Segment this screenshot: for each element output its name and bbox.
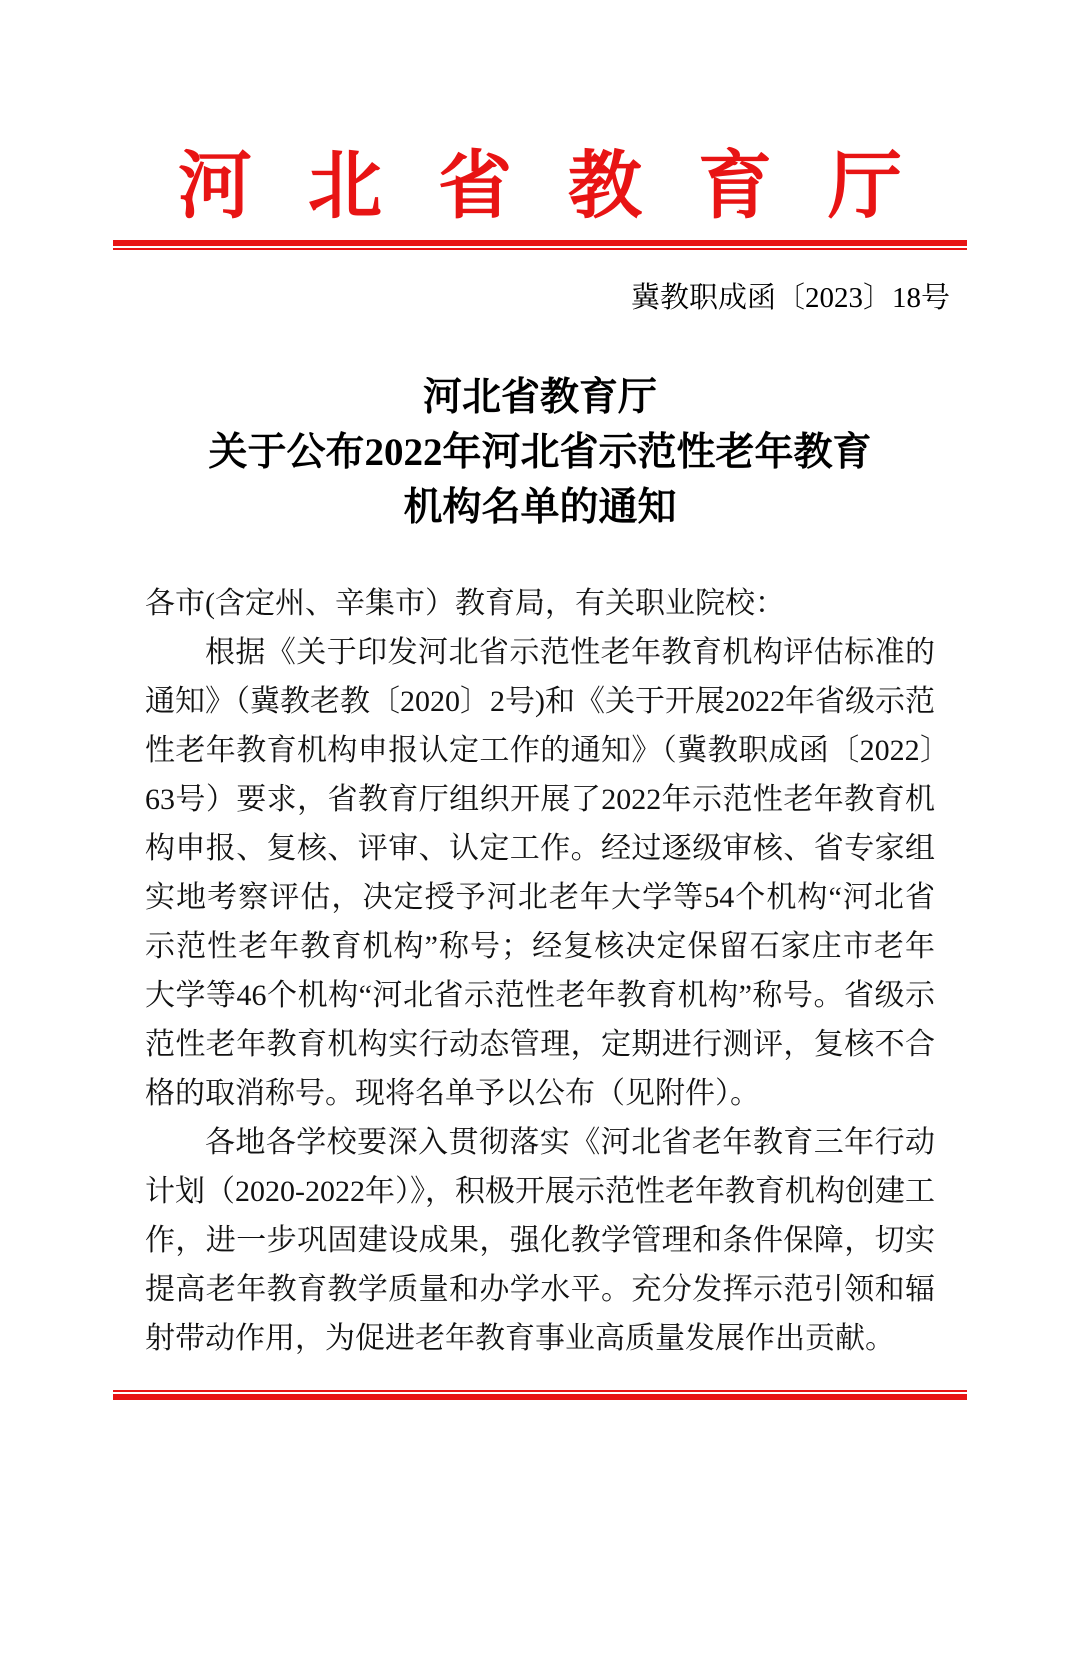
divider-thin-line: [113, 248, 967, 250]
divider-thick-line: [113, 240, 967, 246]
notice-body: [145, 579, 935, 1363]
divider-thick-line: [113, 1394, 967, 1400]
issuing-agency-letterhead: 河北省教育厅: [178, 146, 958, 228]
footer-divider: [113, 1390, 967, 1400]
body-paragraph-1: 根据《关于印发河北省示范性老年教育机构评估标准的通知》（冀教老教〔2020〕2号)和《关于开展2022年省级示范性老年教育机构申报认定工作的通知》（冀教职成函〔2022〕63号）要求，省教育厅组织开展了2022年示范性老年教育机构申报、复核、评审、认定工作。经过逐级审核、省专家组实地考察评估，决定授予河北老年大学等54个机构“河北省示范性老年教育机构”称号；经复核决定保留石家庄市老年大学等46个机构“河北省示范性老年教育机构”称号。省级示范性老年教育机构实行动态管理，定期进行测评，复核不合格的取消称号。现将名单予以公布（见附件）。: [145, 636, 935, 1110]
notice-title: [0, 370, 1080, 535]
notice-title-line-1: 河北省教育厅: [422, 376, 657, 419]
document-page: [0, 146, 1080, 1677]
body-paragraph-2: 各地各学校要深入贯彻落实《河北省老年教育三年行动计划（2020-2022年）》，积极开展示范性老年教育机构创建工作，进一步巩固建设成果，强化教学管理和条件保障，切实提高老年教育教学质量和办学水平。充分发挥示范引领和辐射带动作用，为促进老年教育事业高质量发展作出贡献。: [145, 1126, 935, 1355]
notice-title-line-3: 机构名单的通知: [403, 486, 677, 529]
divider-thin-line: [113, 1390, 967, 1392]
notice-title-line-2: 关于公布2022年河北省示范性老年教育: [208, 431, 872, 474]
salutation-line: 各市(含定州、辛集市）教育局，有关职业院校：: [145, 587, 785, 620]
document-number: 冀教职成函〔2023〕18号: [630, 282, 950, 314]
letterhead-divider: [113, 240, 967, 250]
